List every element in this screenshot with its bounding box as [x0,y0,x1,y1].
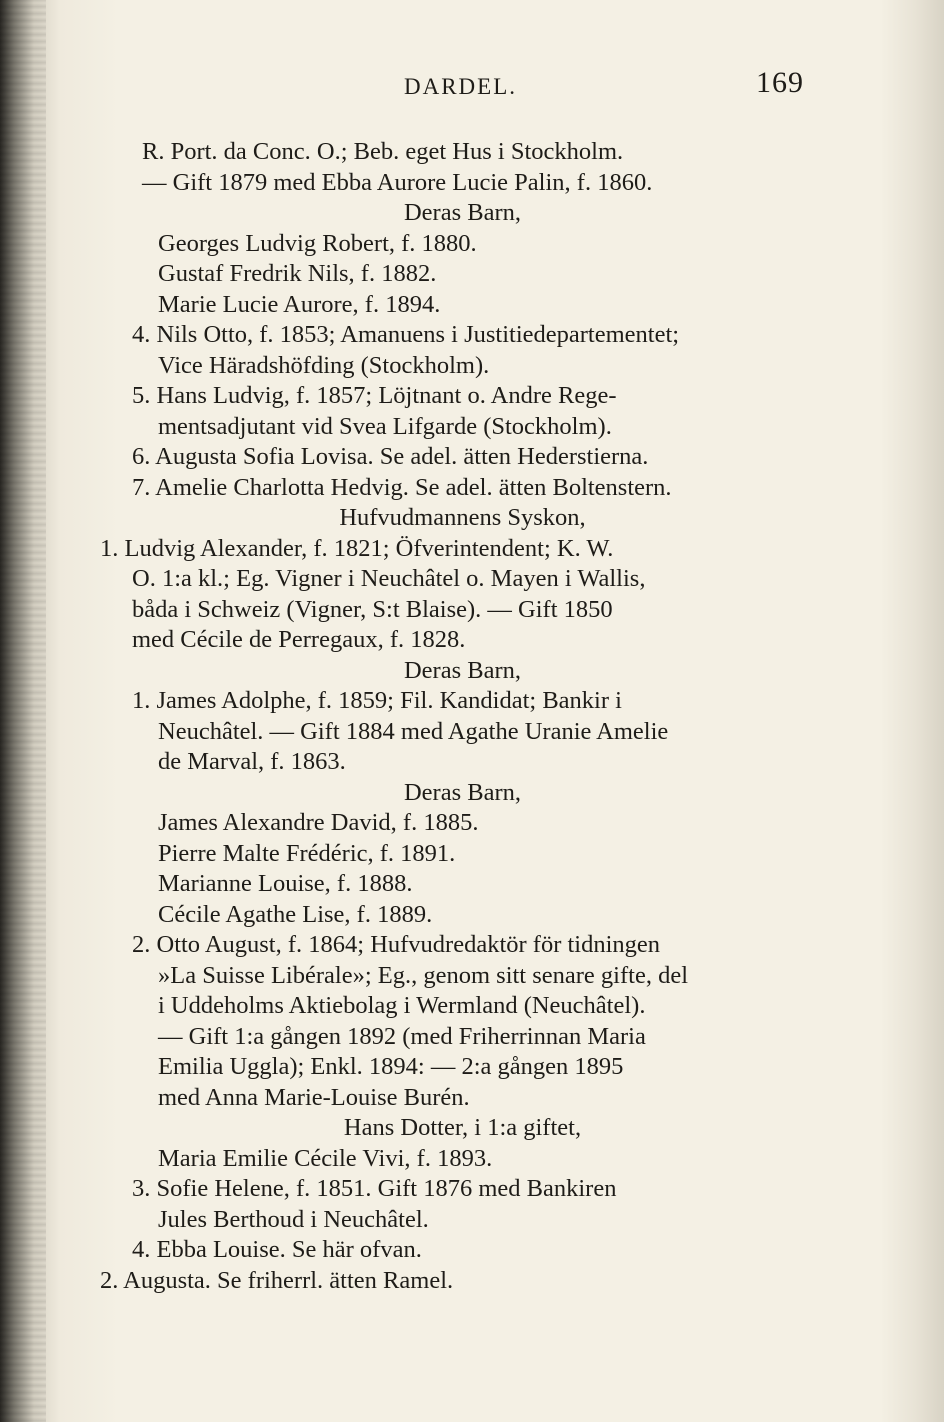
text-line: 1. James Adolphe, f. 1859; Fil. Kandidat; Bankir i [132,687,622,714]
text-line: Marianne Louise, f. 1888. [158,870,413,897]
text-line: 2. Augusta. Se friherrl. ätten Ramel. [100,1266,454,1294]
text-line: — Gift 1:a gången 1892 (med Friherrinnan Maria [158,1022,646,1050]
text-line: — Gift 1879 med Ebba Aurore Lucie Palin, f. 1860. [142,168,653,196]
text-line: Pierre Malte Frédéric, f. 1891. [158,839,456,867]
text-line: Vice Häradshöfding (Stockholm). [158,351,490,379]
text-line: 6. Augusta Sofia Lovisa. Se adel. ätten Hederstierna. [132,443,649,470]
text-line: 1. Ludvig Alexander, f. 1821; Öfverintendent; K. W. [100,534,614,562]
text-line: mentsadjutant vid Svea Lifgarde (Stockholm). [158,412,612,440]
text-line: de Marval, f. 1863. [158,748,346,775]
text-line: 2. Otto August, f. 1864; Hufvudredaktör för tidningen [132,931,661,958]
text-line: Deras Barn, [403,656,521,684]
text-line: Georges Ludvig Robert, f. 1880. [158,229,477,257]
text-line: Hufvudmannens Syskon, [339,504,586,531]
text-line: med Anna Marie-Louise Burén. [158,1083,470,1111]
text-line: 4. Nils Otto, f. 1853; Amanuens i Justitiedepartementet; [132,321,680,348]
text-line: Neuchâtel. — Gift 1884 med Agathe Uranie Amelie [158,717,669,745]
text-line: med Cécile de Perregaux, f. 1828. [132,626,466,653]
text-line: Maria Emilie Cécile Vivi, f. 1893. [158,1144,493,1172]
text-line: 3. Sofie Helene, f. 1851. Gift 1876 med Bankiren [132,1175,617,1202]
text-line: 5. Hans Ludvig, f. 1857; Löjtnant o. Andre Rege- [132,382,617,409]
running-head [404,66,804,106]
text-line: Jules Berthoud i Neuchâtel. [158,1205,429,1233]
page-number: 169 [756,66,804,99]
book-spine-shadow [0,0,46,1422]
text-line: Gustaf Fredrik Nils, f. 1882. [158,260,437,287]
text-line: Hans Dotter, i 1:a giftet, [343,1114,582,1141]
text-line: 4. Ebba Louise. Se här ofvan. [132,1236,422,1263]
text-line: 7. Amelie Charlotta Hedvig. Se adel. ätten Boltenstern. [132,473,672,501]
text-line: Emilia Uggla); Enkl. 1894: — 2:a gången 1895 [158,1053,624,1080]
text-line: Marie Lucie Aurore, f. 1894. [158,290,441,318]
text-line: »La Suisse Libérale»; Eg., genom sitt senare gifte, del [158,961,689,989]
text-line: R. Port. da Conc. O.; Beb. eget Hus i Stockholm. [142,138,624,165]
text-line: O. 1:a kl.; Eg. Vigner i Neuchâtel o. Mayen i Wallis, [132,565,646,592]
text-line: Cécile Agathe Lise, f. 1889. [158,900,433,928]
genealogy-text [100,137,825,1296]
text-line: Deras Barn, [403,778,521,806]
text-line: i Uddeholms Aktiebolag i Wermland (Neuchâtel). [158,992,646,1019]
text-line: James Alexandre David, f. 1885. [158,809,479,836]
running-head-title: DARDEL. [404,74,518,99]
text-line: båda i Schweiz (Vigner, S:t Blaise). — Gift 1850 [132,595,613,623]
text-line: Deras Barn, [403,199,521,226]
